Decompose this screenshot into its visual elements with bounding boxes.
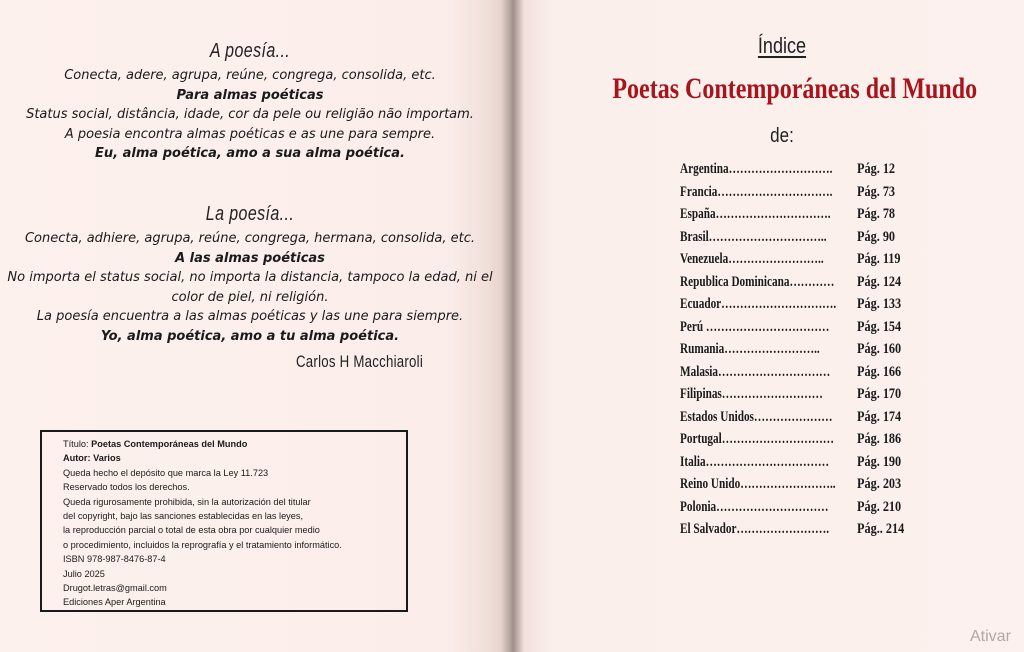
toc-row (680, 383, 930, 406)
poem-spanish-line: No importa el status social, no importa la distancia, tampoco la edad, ni el (7, 270, 493, 285)
poem-spanish (0, 201, 500, 346)
toc-entry-page: Pág. 12 (857, 161, 896, 177)
toc-entry-page: Pág. 160 (857, 341, 902, 357)
toc-entry-page: Pág. 78 (857, 206, 896, 222)
copyright-lines (63, 466, 406, 610)
copyright-line: del copyright, bajo las sanciones establecidas en las leyes, (63, 511, 304, 522)
toc-row (680, 158, 930, 181)
toc-row (680, 203, 930, 226)
copyright-author-line: Autor: Varios (63, 453, 121, 464)
copyright-title-label: Título: (63, 439, 92, 449)
toc-entry-label: Brasil………………………….. (680, 228, 827, 245)
toc-entry-label: España…………………………. (680, 206, 831, 222)
copyright-line: Julio 2025 (63, 568, 105, 579)
toc-row (680, 338, 930, 361)
index-subheading: de: (770, 125, 794, 147)
copyright-line: o procedimiento, incluidos la reprografía y el tratamiento informático. (63, 539, 342, 550)
copyright-title-value: Poetas Contemporáneas del Mundo (91, 439, 248, 449)
index-heading: Índice (757, 33, 807, 58)
toc-entry-label: Francia…………………………. (680, 183, 833, 200)
poem-portuguese-title: A poesía... (209, 40, 291, 62)
toc-row (680, 293, 930, 316)
toc-entry-label: Ecuador…………………………. (680, 296, 837, 312)
toc-row (680, 428, 930, 451)
toc-entry-page: Pág. 166 (857, 363, 902, 380)
toc-row (680, 451, 930, 474)
poem-spanish-line: A las almas poéticas (175, 250, 325, 266)
toc-entry-label: Republica Dominicana………… (680, 273, 835, 290)
copyright-line: Queda hecho el depósito que marca la Ley 11.723 (63, 467, 269, 478)
toc-row (680, 181, 930, 204)
toc-row (680, 361, 930, 384)
toc-entry-label: Filipinas……………………… (680, 386, 823, 402)
copyright-line: Drugot.letras@gmail.com (63, 583, 167, 594)
toc-row (680, 248, 930, 271)
poem-author: Carlos H Macchiaroli (296, 352, 424, 371)
toc-row (680, 271, 930, 294)
toc-entry-page: Pág. 174 (857, 408, 902, 425)
poem-spanish-line: color de piel, ni religión. (171, 289, 329, 305)
toc-entry-label: El Salvador……………………. (680, 521, 830, 537)
toc-entry-label: Estados Unidos………………… (680, 408, 833, 425)
copyright-line: Reservado todos los derechos. (63, 482, 190, 493)
toc-entry-page: Pág. 190 (857, 453, 902, 470)
toc-entry-page: Pág. 119 (857, 251, 901, 267)
toc-entry-label: Venezuela…………………….. (680, 251, 824, 267)
toc-row (680, 518, 930, 541)
toc-row (680, 226, 930, 249)
poem-portuguese-line: Para almas poéticas (176, 87, 324, 103)
poem-portuguese (0, 38, 500, 164)
toc-entry-page: Pág. 186 (857, 431, 902, 447)
copyright-title-line (63, 437, 406, 451)
copyright-line: Ediciones Aper Argentina (63, 597, 166, 608)
poem-spanish-title: La poesía... (205, 203, 295, 225)
poem-spanish-line: La poesía encuentra a las almas poéticas y las une para siempre. (36, 309, 464, 324)
toc-entry-label: Polonia………………………… (680, 498, 829, 515)
book-title: Poetas Contemporáneas del Mundo (612, 72, 978, 105)
poem-spanish-line: Conecta, adhiere, agrupa, reúne, congrega, hermana, consolida, etc. (24, 231, 476, 246)
toc-row (680, 473, 930, 496)
toc-entry-page: Pág. 90 (857, 228, 896, 245)
toc-entry-page: Pág. 210 (857, 498, 902, 515)
poem-portuguese-line: Status social, distância, idade, cor da pele ou religião não importam. (26, 107, 474, 122)
activation-watermark: Ativar (970, 628, 1011, 645)
poem-portuguese-lines (0, 66, 500, 164)
toc-row (680, 316, 930, 339)
toc-entry-label: Reino Unido…………………….. (680, 476, 836, 492)
toc-row (680, 406, 930, 429)
toc-entry-label: Rumania…………………….. (680, 341, 820, 357)
toc-entry-page: Pág. 170 (857, 386, 902, 402)
copyright-line: Queda rigurosamente prohibida, sin la autorización del titular (63, 496, 311, 507)
poem-portuguese-line: Conecta, adere, agrupa, reúne, congrega, consolida, etc. (64, 68, 436, 83)
poem-portuguese-line: Eu, alma poética, amo a sua alma poética. (95, 146, 405, 161)
toc-entry-page: Pág. 203 (857, 476, 902, 492)
toc-entry-label: Portugal………………………… (680, 431, 835, 447)
toc-entry-page: Pág. 124 (857, 273, 902, 290)
toc-entry-label: Argentina………………………. (680, 161, 833, 177)
table-of-contents (680, 158, 930, 541)
toc-entry-page: Pág. 133 (857, 296, 902, 312)
copyright-line: la reproducción parcial o total de esta obra por cualquier medio (63, 525, 320, 536)
copyright-box (40, 430, 408, 612)
toc-entry-page: Pág.. 214 (857, 521, 905, 537)
poem-portuguese-line: A poesia encontra almas poéticas e as une para sempre. (64, 126, 436, 142)
book-gutter (500, 0, 524, 652)
toc-entry-label: Italia…………………………… (680, 453, 830, 470)
poem-spanish-line: Yo, alma poética, amo a tu alma poética. (100, 328, 400, 344)
copyright-line: ISBN 978-987-8476-87-4 (63, 554, 166, 565)
toc-entry-label: Malasia………………………… (680, 363, 831, 380)
poem-spanish-lines (0, 229, 500, 346)
toc-entry-page: Pág. 73 (857, 183, 896, 200)
toc-row (680, 496, 930, 519)
toc-entry-page: Pág. 154 (857, 318, 902, 335)
toc-entry-label: Perú …………………………… (680, 318, 830, 335)
